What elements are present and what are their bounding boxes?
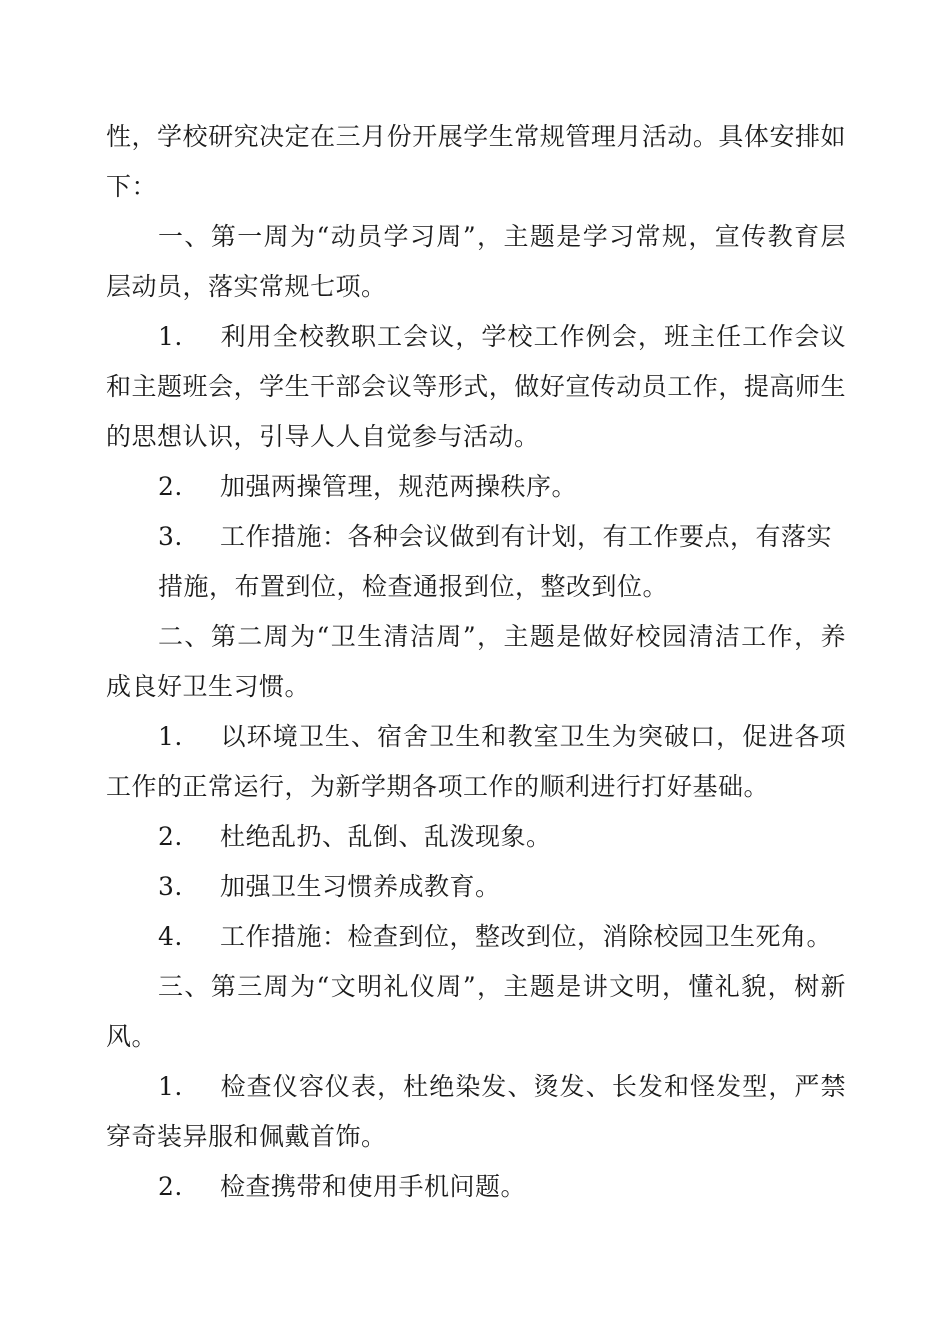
item-text: 利用全校教职工会议，学校工作例会，班主任工作会议和主题班会，学生干部会议等形式，做好宣传动员工作，提高师生的思想认识，引导人人自觉参与活动。 — [106, 322, 846, 451]
intro-paragraph: 性，学校研究决定在三月份开展学生常规管理月活动。具体安排如下： — [106, 122, 846, 201]
section-3-heading: 三、第三周为“文明礼仪周”，主题是讲文明，懂礼貌，树新风。 — [106, 972, 846, 1051]
item-text: 加强两操管理，规范两操秩序。 — [220, 472, 578, 501]
item-number: 1. — [158, 722, 183, 751]
item-number: 3. — [158, 522, 183, 551]
item-text: 加强卫生习惯养成教育。 — [220, 872, 501, 901]
section-2-item-1 — [106, 712, 846, 812]
item-text: 工作措施：检查到位，整改到位，消除校园卫生死角。 — [220, 922, 833, 951]
section-2-item-3 — [106, 862, 846, 912]
section-1-item-3 — [106, 512, 846, 562]
item-text: 检查仪容仪表，杜绝染发、烫发、长发和怪发型，严禁穿奇装异服和佩戴首饰。 — [106, 1072, 846, 1151]
section-1-item-2 — [106, 462, 846, 512]
item-number: 4. — [158, 922, 183, 951]
item-text: 杜绝乱扔、乱倒、乱泼现象。 — [220, 822, 552, 851]
section-2-item-2 — [106, 812, 846, 862]
section-1-heading: 一、第一周为“动员学习周”，主题是学习常规，宣传教育层层动员，落实常规七项。 — [106, 222, 846, 301]
item-number: 2. — [158, 1172, 183, 1201]
item-text: 工作措施：各种会议做到有计划，有工作要点，有落实 — [220, 522, 833, 551]
item-number: 2. — [158, 472, 183, 501]
item-number: 1. — [158, 1072, 183, 1101]
item-text: 检查携带和使用手机问题。 — [220, 1172, 527, 1201]
section-2-heading: 二、第二周为“卫生清洁周”，主题是做好校园清洁工作，养成良好卫生习惯。 — [106, 622, 846, 701]
item-number: 1. — [158, 322, 183, 351]
item-number: 3. — [158, 872, 183, 901]
section-3-item-1 — [106, 1062, 846, 1162]
item-text: 以环境卫生、宿舍卫生和教室卫生为突破口，促进各项工作的正常运行，为新学期各项工作的顺利进行打好基础。 — [106, 722, 846, 801]
item-number: 2. — [158, 822, 183, 851]
section-1-item-3-continued: 措施，布置到位，检查通报到位，整改到位。 — [158, 572, 669, 601]
section-1-item-1 — [106, 312, 846, 462]
section-3-item-2 — [106, 1162, 846, 1212]
document-body — [106, 112, 846, 1212]
section-2-item-4 — [106, 912, 846, 962]
